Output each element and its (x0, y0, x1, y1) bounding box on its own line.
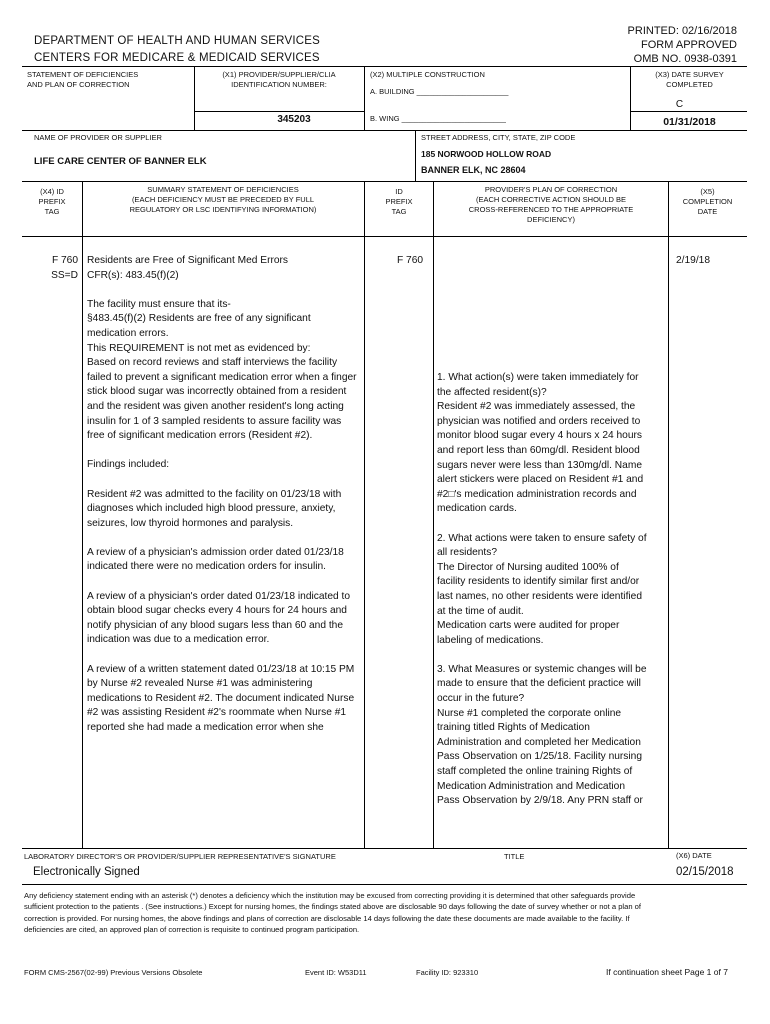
completion-header (670, 187, 745, 217)
page-indicator: If continuation sheet Page 1 of 7 (606, 967, 728, 977)
divider (415, 130, 416, 181)
address-line-2: BANNER ELK, NC 28604 (421, 165, 526, 175)
provider-name: LIFE CARE CENTER OF BANNER ELK (34, 156, 207, 167)
divider (630, 111, 747, 112)
provider-name-label: NAME OF PROVIDER OR SUPPLIER (34, 133, 162, 142)
completion-header-line: COMPLETION (682, 197, 733, 206)
divider (22, 66, 747, 67)
completion-header-line: (X5) (700, 187, 715, 196)
statement-label-line: AND PLAN OF CORRECTION (27, 80, 130, 89)
form-approved: FORM APPROVED (641, 39, 737, 51)
form-number: FORM CMS-2567(02-99) Previous Versions Obsolete (24, 968, 203, 977)
summary-header-line: SUMMARY STATEMENT OF DEFICIENCIES (147, 185, 299, 194)
scope-severity: SS=D (51, 269, 78, 281)
plan-paragraph: 1. What action(s) were taken immediately for the affected resident(s)? Resident #2 was immediately assessed, the physician was notified and orders received to monitor blood sugar every 4 hours x 24 hours and report less than 60mg/dl. Resident blood sugars never were less than 130mg/dl. Name alert stickers were placed on Resident #1 and #2□'s medication administration records and medication cards. (437, 372, 644, 515)
facility-id: Facility ID: 923310 (416, 968, 479, 977)
plan-paragraph: 2. What actions were taken to ensure safety of all residents? The Director of Nursing audited 100% of facility residents to identify similar first and/or last names, no other residents were identified at the time of audit. Medication carts were audited for proper labeling of medications. (437, 532, 647, 646)
deficiency-paragraph: Resident #2 was admitted to the facility on 01/23/18 with diagnoses which included high blood pressure, anxiety, seizures, low thyroid hormones and paralysis. (87, 488, 342, 529)
provider-id-value: 345203 (277, 114, 311, 125)
summary-header (84, 185, 362, 215)
divider (22, 884, 747, 885)
signature-date: 02/15/2018 (676, 866, 734, 878)
completion-header-line: DATE (697, 207, 718, 216)
plan-paragraphs (437, 371, 649, 809)
deficiency-title: Residents are Free of Significant Med Errors (87, 255, 289, 266)
deficiency-paragraph: A review of a physician's order dated 01/23/18 indicated to obtain blood sugar checks every 4 hours for 24 hours and notify physician of any blood sugars less than 60 and the indication was due to a medication error. (87, 590, 351, 646)
signature-value: Electronically Signed (33, 866, 140, 878)
plan-header (435, 185, 667, 225)
plan-header-line: DEFICIENCY) (527, 215, 575, 224)
summary-header-line: REGULATORY OR LSC IDENTIFYING INFORMATION) (129, 205, 317, 214)
statement-label (27, 70, 138, 90)
survey-date: 01/31/2018 (663, 116, 716, 128)
tag-cell-left (24, 254, 78, 283)
address-label: STREET ADDRESS, CITY, STATE, ZIP CODE (421, 133, 576, 142)
divider (194, 111, 364, 112)
deficiency-text (87, 254, 359, 750)
divider (22, 236, 747, 237)
building-field: A. BUILDING ______________________ (370, 87, 509, 96)
provider-id-label (196, 70, 362, 90)
id-header-line: ID (395, 187, 403, 196)
printed-date: PRINTED: 02/16/2018 (627, 25, 737, 37)
id-header-line: TAG (391, 207, 407, 216)
survey-code: C (675, 99, 684, 110)
divider (82, 181, 83, 848)
deficiency-paragraph: A review of a written statement dated 01/23/18 at 10:15 PM by Nurse #2 revealed Nurse #1 was administering medications to Resident #2. The document indicated Nurse #2 was assisting Resident #2's roommate when Nurse #1 reported she had made a medication error when she (87, 663, 355, 733)
divider (22, 130, 747, 131)
survey-date-label (632, 70, 747, 90)
divider (630, 66, 631, 130)
divider (668, 181, 669, 848)
cfr-reference: CFR(s): 483.45(f)(2) (87, 269, 179, 281)
divider (22, 181, 747, 182)
event-id: Event ID: W53D11 (305, 968, 367, 977)
survey-date-label-line: (X3) DATE SURVEY (655, 70, 724, 79)
plan-header-line: PROVIDER'S PLAN OF CORRECTION (484, 185, 618, 194)
omb-number: OMB NO. 0938-0391 (633, 53, 737, 65)
tag-left: F 760 (51, 255, 78, 266)
provider-id-label-line: (X1) PROVIDER/SUPPLIER/CLIA (222, 70, 336, 79)
multiple-construction-label: (X2) MULTIPLE CONSTRUCTION (370, 70, 485, 79)
deficiency-paragraph: The facility must ensure that its- §483.45(f)(2) Residents are free of any significant medication errors. This REQUIREMENT is not met as evidenced by: Based on record reviews and staff interviews the facility failed to prevent a significant medication error when a finger stick blood sugar was incorrectly obtained from a resident and the resident was given another resident's long acting insulin for 1 of 3 sampled residents to assure facility was free of significant medication errors (Resident #2). (87, 298, 357, 442)
divider (364, 181, 365, 848)
deficiency-paragraph: A review of a physician's admission order dated 01/23/18 indicated there were no medication orders for insulin. (87, 546, 344, 573)
disclaimer: Any deficiency statement ending with an asterisk (*) denotes a deficiency which the institution may be excused from correcting providing it is determined that other safeguards provide sufficient protection to the patients . (See instructions.) Except for nursing homes, the findings stated above are disclosable 90 days following the date of survey whether or not a plan of correction is provided. For nursing homes, the above findings and plans of correction are disclosable 14 days following the date these documents are made available to the facility. If deficiencies are cited, an approved plan of correction is requisite to continued program participation. (24, 891, 641, 935)
signature-label: LABORATORY DIRECTOR'S OR PROVIDER/SUPPLIER REPRESENTATIVE'S SIGNATURE (24, 852, 336, 861)
wing-field: B. WING _________________________ (370, 114, 506, 123)
survey-date-label-line: COMPLETED (666, 80, 713, 89)
deficiency-paragraphs (87, 298, 359, 736)
completion-date: 2/19/18 (676, 255, 710, 266)
x4-header-line: (X4) ID (40, 187, 64, 196)
tag-right: F 760 (397, 255, 424, 266)
x4-header-line: PREFIX (38, 197, 66, 206)
plan-paragraph: 3. What Measures or systemic changes will be made to ensure that the deficient practice will occur in the future? Nurse #1 completed the corporate online training titled Rights of Medication Administration and completed her Medication Pass Observation on 1/25/18. Facility nursing staff completed the online training Rights of Medication Administration and Medication Pass Observation by 2/9/18. Any PRN staff or (437, 663, 647, 807)
address-line-1: 185 NORWOOD HOLLOW ROAD (421, 149, 552, 159)
plan-header-line: CROSS-REFERENCED TO THE APPROPRIATE (468, 205, 634, 214)
deficiency-paragraph: Findings included: (87, 459, 170, 471)
x4-header-line: TAG (44, 207, 60, 216)
statement-label-line: STATEMENT OF DEFICIENCIES (27, 70, 139, 79)
divider (433, 181, 434, 848)
department-name: DEPARTMENT OF HEALTH AND HUMAN SERVICES (34, 35, 320, 47)
provider-id-label-line: IDENTIFICATION NUMBER: (231, 80, 327, 89)
x4-header (24, 187, 80, 217)
plan-text (437, 371, 649, 823)
title-label: TITLE (504, 852, 525, 861)
id-header (366, 187, 432, 217)
id-header-line: PREFIX (385, 197, 413, 206)
agency-name: CENTERS FOR MEDICARE & MEDICAID SERVICES (34, 52, 320, 64)
divider (22, 848, 747, 849)
plan-header-line: (EACH CORRECTIVE ACTION SHOULD BE (475, 195, 627, 204)
date-label: (X6) DATE (676, 851, 712, 860)
header-right (628, 24, 737, 66)
summary-header-line: (EACH DEFICIENCY MUST BE PRECEDED BY FULL (131, 195, 315, 204)
divider (194, 66, 195, 130)
